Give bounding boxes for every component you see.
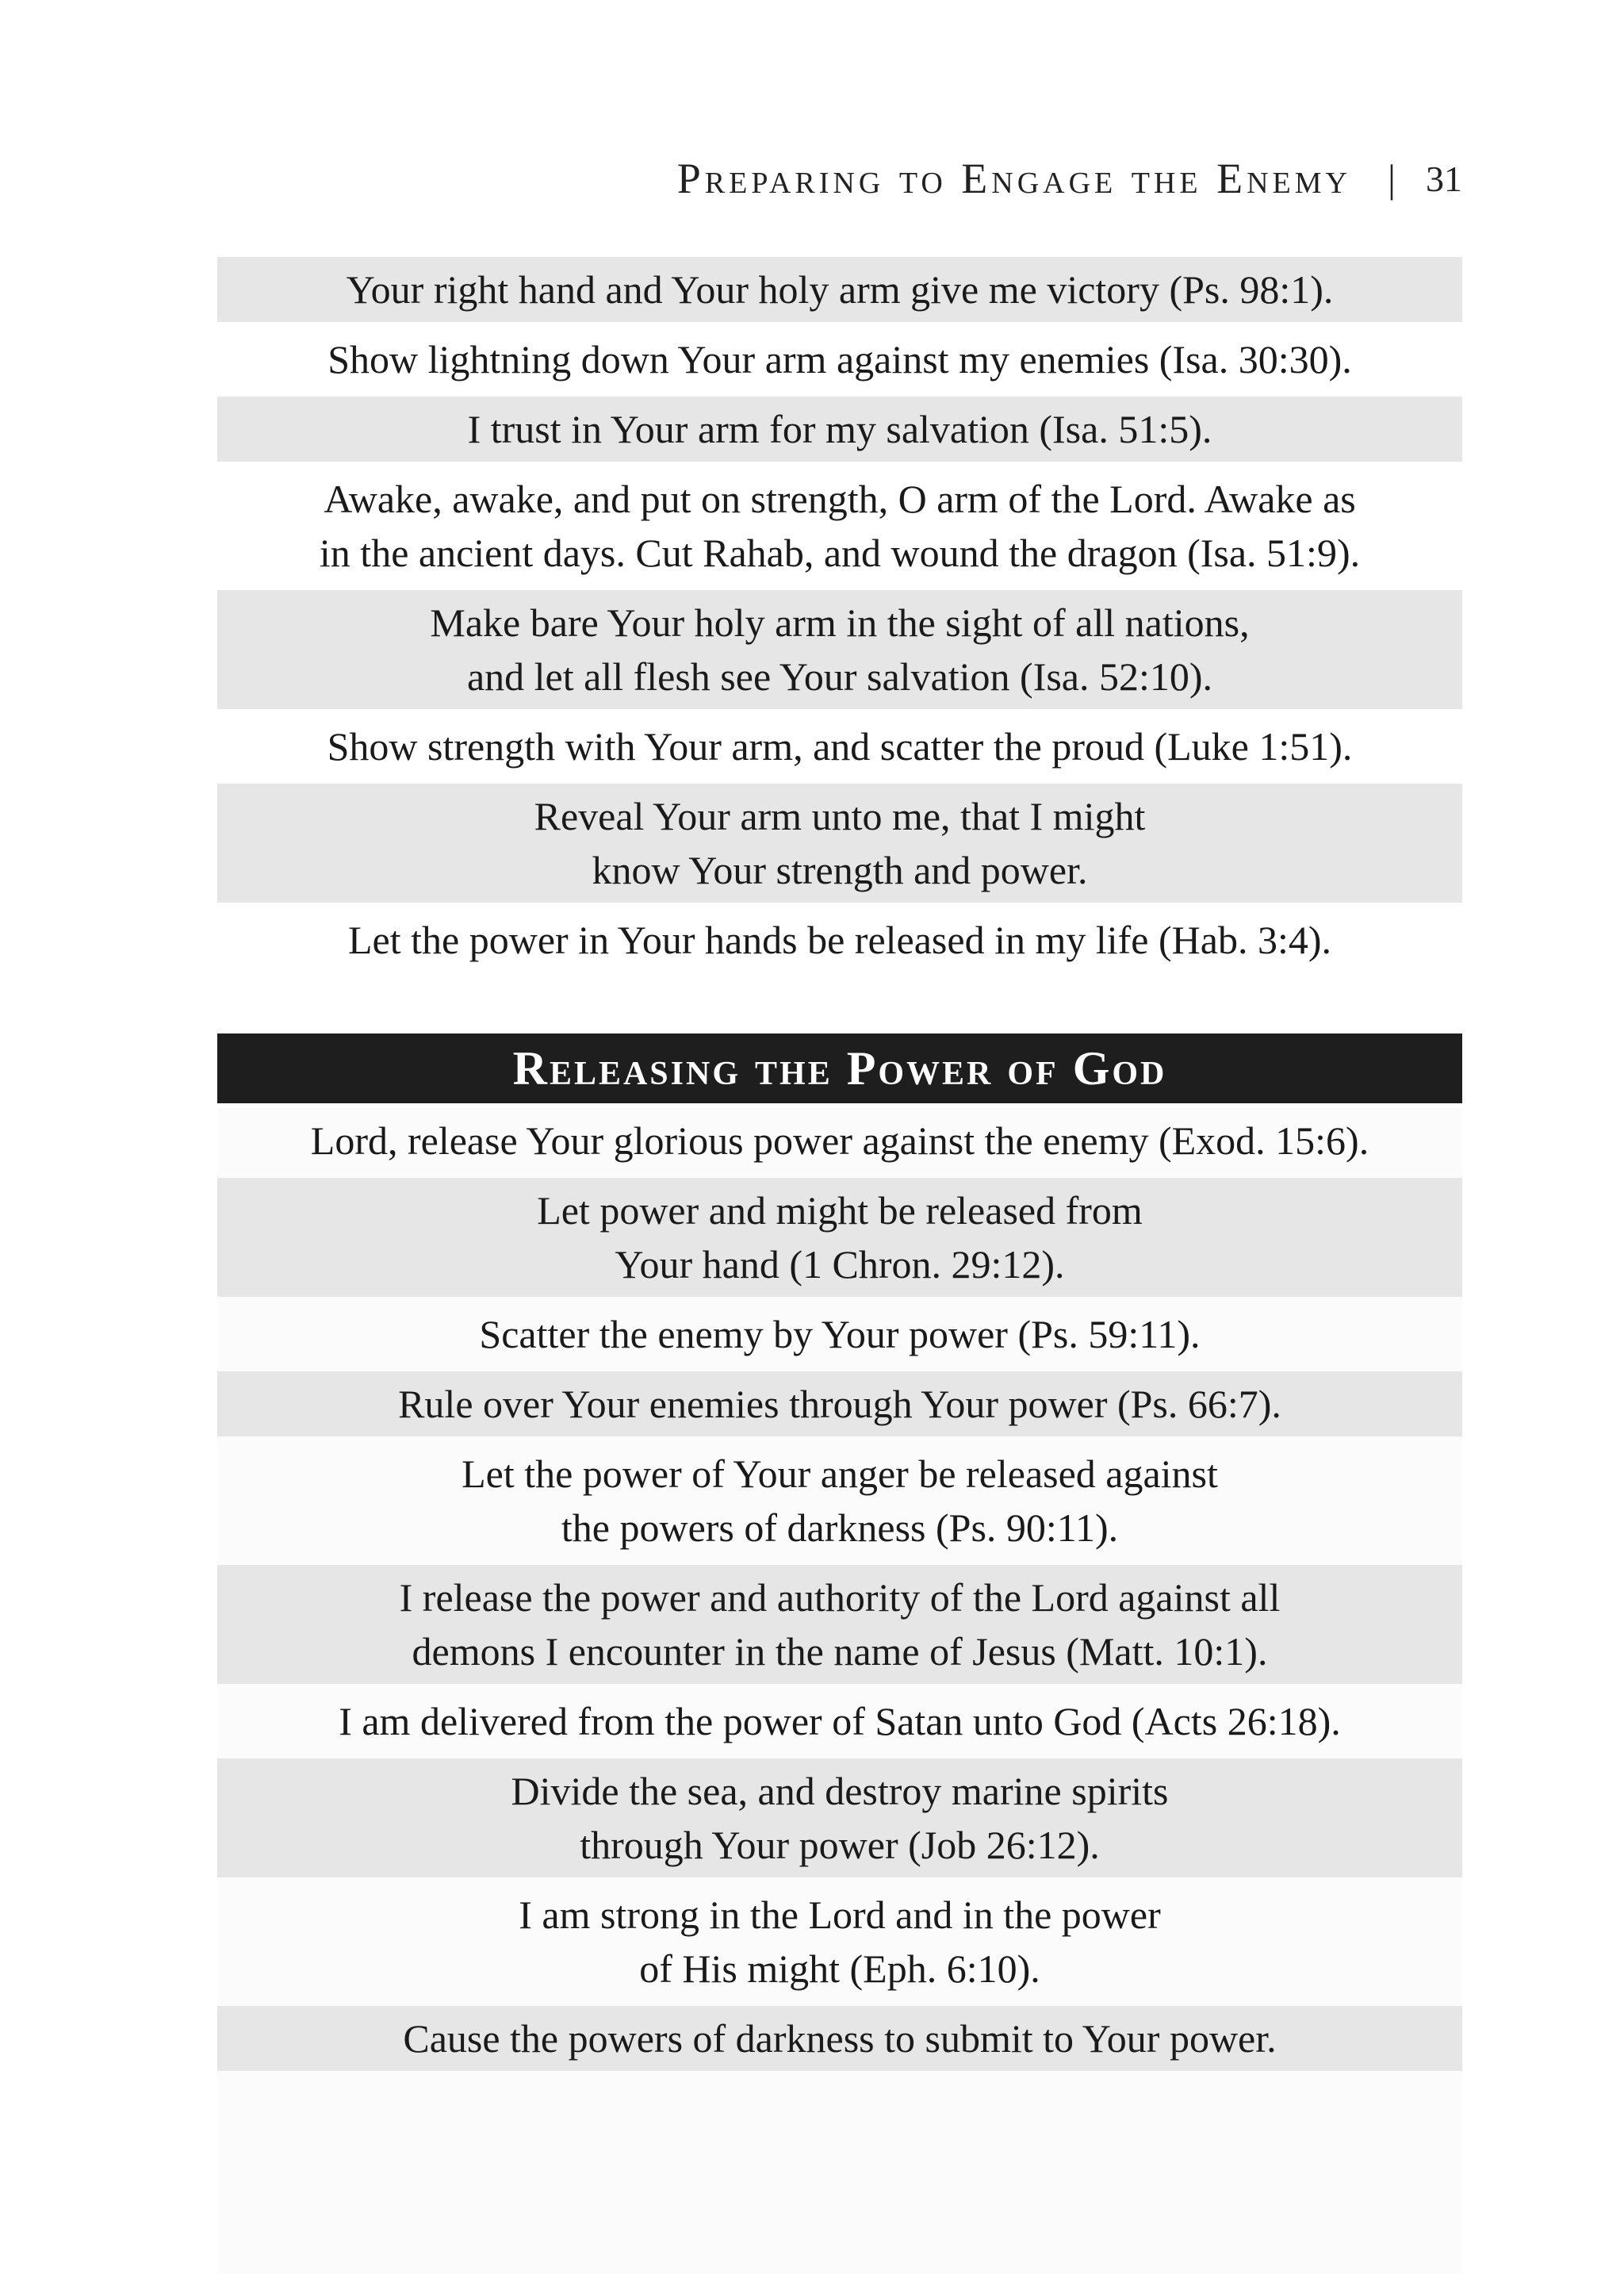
header-separator: | bbox=[1387, 156, 1396, 201]
prayer-row: Reveal Your arm unto me, that I might know Your strength and power. bbox=[217, 784, 1462, 903]
prayer-list-arm bbox=[217, 257, 1462, 977]
prayer-row: Show strength with Your arm, and scatter the proud (Luke 1:51). bbox=[327, 724, 1353, 769]
prayer-row: I am delivered from the power of Satan unto God (Acts 26:18). bbox=[339, 1699, 1341, 1743]
prayer-row: I release the power and authority of the Lord against all demons I encounter in the name of Jesus (Matt. 10:1). bbox=[217, 1565, 1462, 1684]
prayer-row: Let the power in Your hands be released in my life (Hab. 3:4). bbox=[348, 918, 1331, 962]
prayer-list-power bbox=[217, 1108, 1462, 2076]
running-header bbox=[217, 151, 1462, 206]
running-title: Preparing to Engage the Enemy bbox=[676, 155, 1351, 202]
prayer-row: Lord, release Your glorious power against the enemy (Exod. 15:6). bbox=[310, 1118, 1369, 1163]
prayer-row: I am strong in the Lord and in the power of His might (Eph. 6:10). bbox=[519, 1892, 1161, 1991]
prayer-row: I trust in Your arm for my salvation (Isa. 51:5). bbox=[217, 397, 1462, 462]
prayer-row: Let the power of Your anger be released against the powers of darkness (Ps. 90:11). bbox=[462, 1451, 1218, 1550]
prayer-row: Show lightning down Your arm against my enemies (Isa. 30:30). bbox=[327, 337, 1352, 382]
prayer-row: Let power and might be released from Your hand (1 Chron. 29:12). bbox=[217, 1178, 1462, 1297]
page-number: 31 bbox=[1426, 158, 1462, 199]
prayer-row: Divide the sea, and destroy marine spirits through Your power (Job 26:12). bbox=[217, 1758, 1462, 1877]
section-heading: Releasing the Power of God bbox=[217, 1033, 1462, 1103]
prayer-row: Your right hand and Your holy arm give me victory (Ps. 98:1). bbox=[217, 257, 1462, 322]
prayer-row: Make bare Your holy arm in the sight of all nations, and let all flesh see Your salvation (Isa. 52:10). bbox=[217, 590, 1462, 709]
prayer-row: Scatter the enemy by Your power (Ps. 59:11). bbox=[479, 1312, 1201, 1356]
prayer-row: Rule over Your enemies through Your power (Ps. 66:7). bbox=[217, 1371, 1462, 1436]
prayer-row: Cause the powers of darkness to submit to Your power. bbox=[217, 2006, 1462, 2071]
prayer-row: Awake, awake, and put on strength, O arm of the Lord. Awake as in the ancient days. Cut Rahab, and wound the dragon (Isa. 51:9). bbox=[319, 477, 1361, 575]
